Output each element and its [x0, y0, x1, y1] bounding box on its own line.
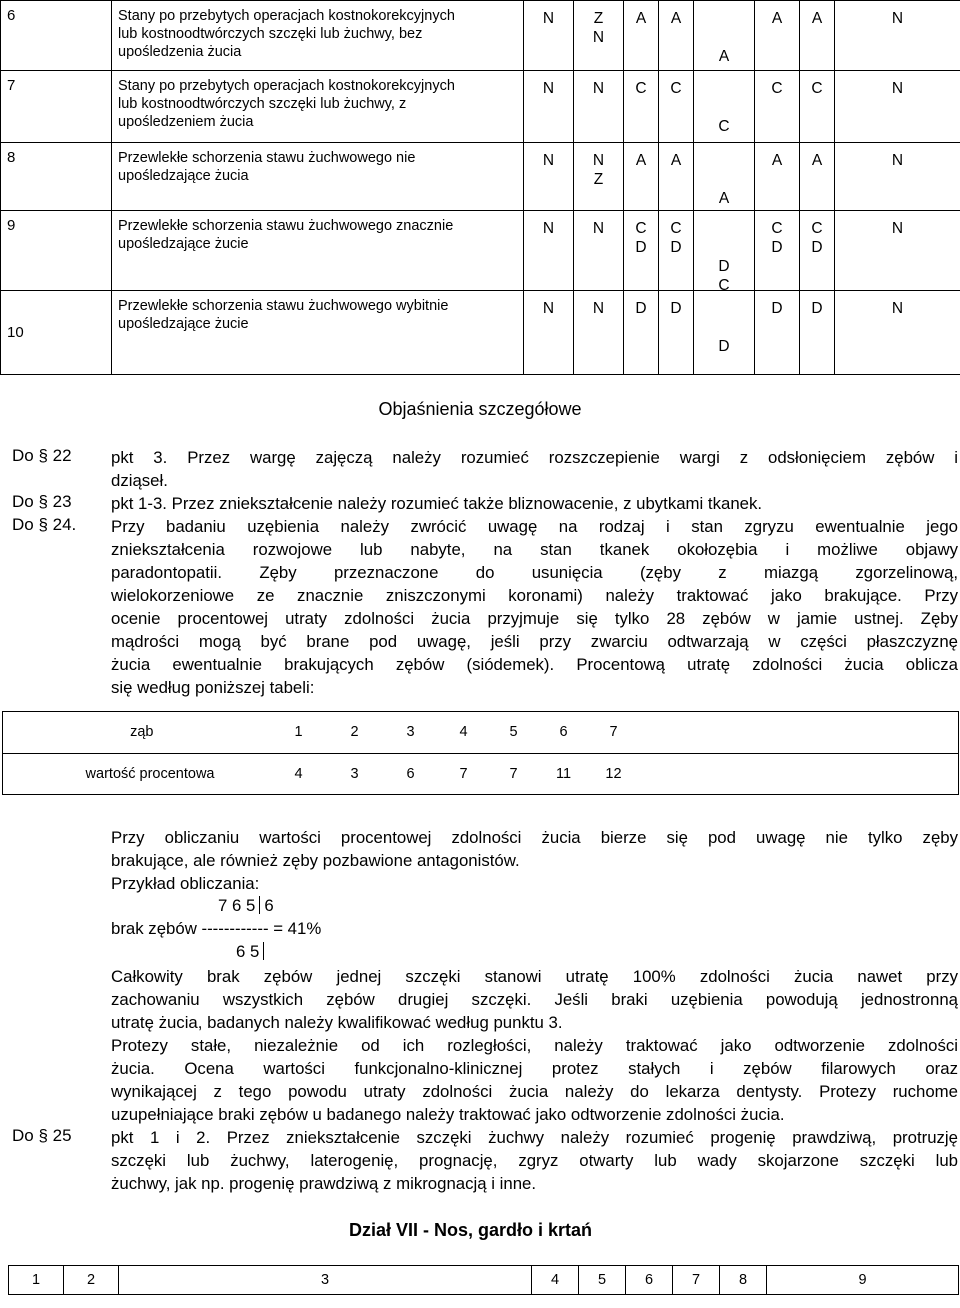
row-number: 7: [1, 71, 112, 143]
grade-cell: [574, 71, 624, 143]
grade-letter: N: [891, 10, 904, 27]
grade-cell: [835, 211, 960, 291]
section-label-do22: Do § 22: [12, 446, 72, 465]
column-number: 4: [532, 1266, 579, 1295]
grade-letter: N: [891, 152, 904, 169]
grade-letter: N: [592, 300, 605, 317]
text-line: Protezy stałe, niezależnie od ich rozległości, należy traktować jako odtworzenie zdolności: [111, 1036, 958, 1055]
text-line: pkt 1 i 2. Przez zniekształcenie szczęki żuchwy należy rozumieć progenię prawdziwą, protruzję: [111, 1128, 958, 1147]
condition-description: [112, 71, 524, 143]
description-line: Przewlekłe schorzenia stawu żuchwowego wybitnie: [118, 298, 449, 314]
grade-letter: C: [811, 220, 823, 237]
grade-letter: C: [635, 220, 647, 237]
percentage-value: 12: [589, 753, 639, 795]
grade-letter: C: [718, 118, 730, 135]
condition-description: [112, 291, 524, 375]
header-row: [9, 1266, 959, 1295]
grade-cell: [659, 211, 694, 291]
grade-cell: [694, 291, 755, 375]
grade-letter: N: [891, 300, 904, 317]
grade-cell: [800, 1, 835, 71]
grade-cell: [624, 143, 659, 211]
row-number: 10: [1, 291, 112, 375]
grade-cell: [835, 1, 960, 71]
grade-letter: D: [811, 239, 823, 256]
divider-bar: [263, 942, 264, 960]
grade-cell: [800, 71, 835, 143]
paragraph-calculation: [111, 826, 958, 895]
description-line: upośledzenia żucia: [118, 44, 242, 60]
grade-letter: D: [811, 300, 823, 317]
grade-cell: [624, 1, 659, 71]
condition-description: [112, 143, 524, 211]
example-formula: brak zębów ------------ = 41%: [111, 919, 322, 938]
grade-cell: [624, 71, 659, 143]
paragraph-total-loss: [111, 965, 958, 1126]
text-line: pkt 3. Przez wargę zajęczą należy rozumieć rozszczepienie wargi z odsłonięciem zębów i: [111, 448, 958, 467]
text-line: Przy obliczaniu wartości procentowej zdolności żucia bierze się pod uwagę nie tylko zęby: [111, 828, 958, 847]
description-line: upośledzeniem żucia: [118, 114, 254, 130]
text-line: żucia ewentualnie brakujących zębów (siódemek). Procentową utratę zdolności żucia oblicza: [111, 655, 958, 674]
percentage-row-label: wartość procentowa: [3, 753, 271, 795]
tooth-number: 1: [271, 712, 327, 754]
text-line: paradontopatii. Zęby przeznaczone do usunięcia (zęby z miazgą zgorzelinową,: [111, 563, 958, 582]
row-number: 8: [1, 143, 112, 211]
grade-cell: [574, 1, 624, 71]
grade-letter: D: [670, 300, 682, 317]
text-line: mądrości mogą być brane pod uwagę, jeśli przy zwarciu odtwarzają w części płaszczyznę: [111, 632, 958, 651]
description-line: Stany po przebytych operacjach kostnokorekcyjnych: [118, 78, 455, 94]
example-lower-left: 6 5: [236, 942, 260, 961]
example-upper-left: 7 6 5: [218, 896, 256, 915]
grade-cell: [574, 143, 624, 211]
explanations-title: Objaśnienia szczegółowe: [378, 399, 582, 419]
grade-letter: N: [542, 220, 555, 237]
grade-letter: N: [542, 300, 555, 317]
section-label-do23: Do § 23: [12, 492, 72, 511]
grade-letter: C: [670, 220, 682, 237]
description-line: upośledzające żucia: [118, 168, 249, 184]
description-line: Stany po przebytych operacjach kostnokorekcyjnych: [118, 8, 455, 24]
row-number: 6: [1, 1, 112, 71]
grade-letter: A: [718, 48, 730, 65]
text-line: żucia. Ocena wartości funkcjonalno-klinicznej protez stałych i zębów filarowych oraz: [111, 1059, 958, 1078]
grade-letter: C: [771, 80, 783, 97]
grade-letter: N: [542, 80, 555, 97]
column-number: 8: [720, 1266, 767, 1295]
tooth-number: 3: [383, 712, 439, 754]
grade-cell: [659, 1, 694, 71]
description-line: lub kostnoodtwórczych szczęki lub żuchwy, z: [118, 96, 407, 112]
column-number: 7: [673, 1266, 720, 1295]
empty-cell: [639, 712, 959, 754]
paragraph-do23: [111, 492, 958, 515]
grade-row: [1, 143, 960, 211]
grade-cell: [835, 291, 960, 375]
text-line: utratę żucia, badanych należy kwalifikować według punktu 3.: [111, 1013, 563, 1032]
text-line: zniekształcenia rozwojowe lub nabyte, na stan tkanek okołozębia i możliwe objawy: [111, 540, 958, 559]
grade-letter: A: [670, 152, 682, 169]
percentage-value: 6: [383, 753, 439, 795]
grade-letter: N: [592, 29, 605, 46]
grade-letter: D: [635, 239, 647, 256]
paragraph-do22: [111, 446, 958, 492]
grade-letter: C: [635, 80, 647, 97]
text-line: brakujące, ale również zęby pozbawione antagonistów.: [111, 851, 520, 870]
text-line: żuchwy, jak np. progenię prawdziwą z mikrognacją i inne.: [111, 1174, 537, 1193]
grade-cell: [524, 291, 574, 375]
text-line: Przy badaniu uzębienia należy zwrócić uwagę na rodzaj i stan zgryzu ewentualnie jego: [111, 517, 958, 536]
tooth-number: 5: [489, 712, 539, 754]
grade-letter: D: [718, 258, 730, 275]
grade-cell: [755, 291, 800, 375]
grade-letter: N: [542, 10, 555, 27]
column-number: 6: [626, 1266, 673, 1295]
tooth-value-table: [2, 711, 959, 795]
grade-letter: A: [635, 10, 647, 27]
grade-cell: [755, 71, 800, 143]
grade-cell: [800, 211, 835, 291]
text-line: zachowaniu wszystkich zębów drugiej szczęki. Jeśli braki uzębienia powodują jednostronną: [111, 990, 958, 1009]
tooth-number: 7: [589, 712, 639, 754]
grade-letter: C: [670, 80, 682, 97]
empty-cell: [639, 753, 959, 795]
grade-letter: N: [592, 80, 605, 97]
grade-letter: N: [891, 220, 904, 237]
tooth-number: 6: [539, 712, 589, 754]
grade-cell: [524, 71, 574, 143]
grade-row: [1, 1, 960, 71]
text-line: szczęki lub żuchwy, laterogenię, prognację, zgryz otwarty lub wady skojarzone szczęki lub: [111, 1151, 958, 1170]
condition-description: [112, 211, 524, 291]
tooth-row: [3, 712, 959, 754]
grade-cell: [624, 211, 659, 291]
description-line: upośledzające żucie: [118, 236, 249, 252]
grade-letter: D: [771, 239, 783, 256]
grade-letter: N: [592, 220, 605, 237]
grade-letter: D: [718, 338, 730, 355]
grade-cell: [800, 291, 835, 375]
grade-letter: D: [771, 300, 783, 317]
tooth-number: 4: [439, 712, 489, 754]
paragraph-do25: [111, 1126, 958, 1195]
grade-letter: A: [811, 152, 823, 169]
text-line: pkt 1-3. Przez zniekształcenie należy rozumieć także bliznowacenie, z ubytkami tkanek.: [111, 494, 763, 513]
column-number: 1: [9, 1266, 64, 1295]
text-line: ocenie procentowej utraty zdolności żucia przyjmuje się tylko 28 zębów w jamie ustnej. Zęby: [111, 609, 958, 628]
grade-cell: [659, 71, 694, 143]
percentage-value: 4: [271, 753, 327, 795]
grade-cell: [524, 211, 574, 291]
grade-letter: A: [718, 190, 730, 207]
grade-cell: [694, 71, 755, 143]
grade-letter: A: [635, 152, 647, 169]
text-line: wynikającej z tego powodu utraty zdolności żucia należy do lekarza dentysty. Protezy ruchome: [111, 1082, 958, 1101]
description-line: lub kostnoodtwórczych szczęki lub żuchwy, bez: [118, 26, 423, 42]
grade-cell: [755, 143, 800, 211]
description-line: upośledzające żucie: [118, 316, 249, 332]
text-line: dziąseł.: [111, 471, 168, 490]
grade-cell: [524, 1, 574, 71]
text-line: Przykład obliczania:: [111, 874, 260, 893]
tooth-row-label: ząb: [3, 712, 271, 754]
percentage-row: [3, 753, 959, 795]
grade-letter: N: [891, 80, 904, 97]
grade-cell: [524, 143, 574, 211]
grade-cell: [835, 71, 960, 143]
grade-letter: Z: [593, 10, 604, 27]
grade-letter: C: [718, 277, 730, 294]
text-line: się według poniższej tabeli:: [111, 678, 315, 697]
grade-letter: D: [635, 300, 647, 317]
grade-row: [1, 71, 960, 143]
tooth-number: 2: [327, 712, 383, 754]
percentage-value: 7: [439, 753, 489, 795]
grade-cell: [659, 143, 694, 211]
grade-row: [1, 291, 960, 375]
grade-cell: [624, 291, 659, 375]
grade-letter: C: [811, 80, 823, 97]
text-line: uzupełniające braki zębów u badanego należy traktować jako odtworzenie zdolności żucia.: [111, 1105, 785, 1124]
grade-cell: [694, 143, 755, 211]
grade-cell: [574, 291, 624, 375]
grade-cell: [574, 211, 624, 291]
grade-letter: A: [771, 10, 783, 27]
grade-cell: [800, 143, 835, 211]
column-number: 2: [64, 1266, 119, 1295]
grade-letter: A: [670, 10, 682, 27]
grade-row: [1, 211, 960, 291]
description-line: Przewlekłe schorzenia stawu żuchwowego nie: [118, 150, 416, 166]
condition-description: [112, 1, 524, 71]
section-title: Dział VII - Nos, gardło i krtań: [349, 1220, 593, 1240]
text-line: wielokorzeniowe ze znacznie zniszczonymi koronami) należy traktować jako brakujące. Przy: [111, 586, 958, 605]
column-number: 3: [119, 1266, 532, 1295]
grade-letter: N: [542, 152, 555, 169]
section-label-do24: Do § 24.: [12, 515, 77, 534]
grade-letter: N: [592, 152, 605, 169]
grade-cell: [755, 1, 800, 71]
percentage-value: 11: [539, 753, 589, 795]
example-upper-right: 6: [264, 896, 274, 915]
section-label-do25: Do § 25: [12, 1126, 72, 1145]
column-number: 5: [579, 1266, 626, 1295]
example-upper-teeth: [218, 896, 274, 916]
percentage-value: 7: [489, 753, 539, 795]
grade-letter: A: [811, 10, 823, 27]
grade-cell: [694, 1, 755, 71]
grade-letter: C: [771, 220, 783, 237]
grade-cell: [755, 211, 800, 291]
grade-cell: [694, 211, 755, 294]
grade-cell: [835, 143, 960, 211]
description-line: Przewlekłe schorzenia stawu żuchwowego znacznie: [118, 218, 454, 234]
grade-letter: D: [670, 239, 682, 256]
example-lower-teeth: [236, 942, 268, 962]
paragraph-do24: [111, 515, 958, 699]
divider-bar: [259, 896, 260, 914]
grade-letter: Z: [593, 171, 604, 188]
row-number: 9: [1, 211, 112, 291]
text-line: Całkowity brak zębów jednej szczęki stanowi utratę 100% zdolności żucia nawet przy: [111, 967, 958, 986]
column-number: 9: [767, 1266, 959, 1295]
next-table-header: [8, 1265, 959, 1295]
grade-letter: A: [771, 152, 783, 169]
grades-table: [0, 0, 960, 375]
percentage-value: 3: [327, 753, 383, 795]
grade-cell: [659, 291, 694, 375]
